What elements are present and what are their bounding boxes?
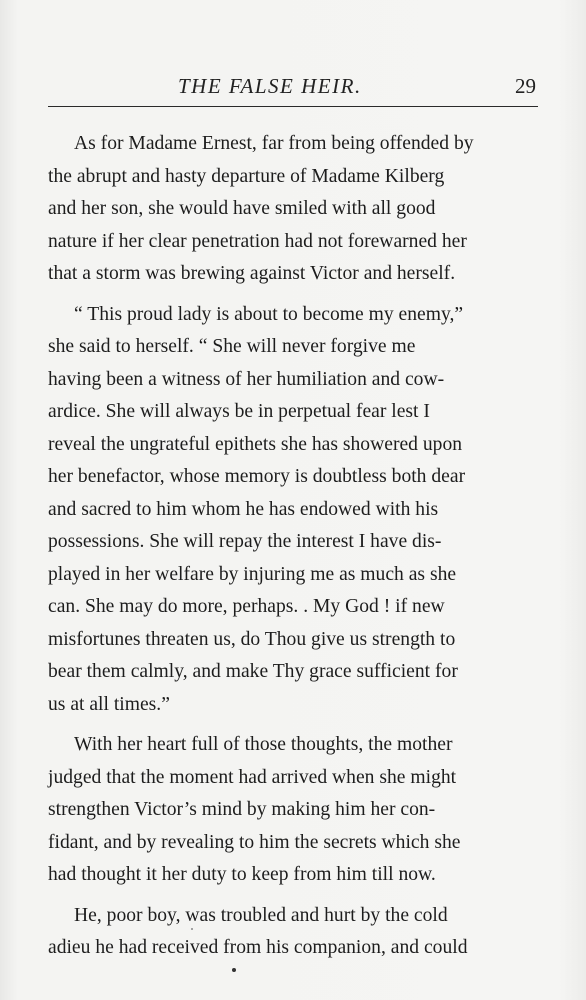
text-line: us at all times.”: [48, 693, 170, 715]
header-rule: [48, 106, 538, 107]
text-line: “ This proud lady is about to become my enemy,”: [74, 303, 464, 325]
text-line: that a storm was brewing against Victor and herself.: [48, 263, 456, 284]
body-text: [48, 128, 530, 973]
text-line: With her heart full of those thoughts, the mother: [74, 734, 453, 755]
text-line: judged that the moment had arrived when she might: [48, 766, 457, 788]
text-line: strengthen Victor’s mind by making him her con-: [48, 799, 436, 820]
text-line: played in her welfare by injuring me as much as she: [48, 563, 457, 585]
ink-speck: [232, 968, 236, 972]
text-line: the abrupt and hasty departure of Madame Kilberg: [48, 165, 445, 187]
text-line: her benefactor, whose memory is doubtless both dear: [48, 466, 466, 487]
text-line: can. She may do more, perhaps. . My God ! if new: [48, 596, 445, 617]
text-line: having been a witness of her humiliation and cow-: [48, 368, 445, 390]
text-line: As for Madame Ernest, far from being offended by: [74, 133, 474, 154]
ink-speck: [191, 928, 193, 930]
running-head: [48, 74, 538, 102]
paragraph-2: [48, 299, 530, 722]
text-line: and her son, she would have smiled with all good: [48, 198, 436, 219]
text-line: reveal the ungrateful epithets she has showered upon: [48, 433, 463, 455]
text-line: fidant, and by revealing to him the secrets which she: [48, 831, 461, 853]
paragraph-1: [48, 128, 530, 291]
page-number: 29: [515, 74, 536, 98]
text-line: ardice. She will always be in perpetual fear lest I: [48, 401, 430, 422]
text-line: adieu he had received from his companion, and could: [48, 937, 468, 958]
text-line: nature if her clear penetration had not forewarned her: [48, 230, 467, 252]
book-title: THE FALSE HEIR.: [178, 74, 362, 98]
text-line: had thought it her duty to keep from him till now.: [48, 864, 436, 885]
paragraph-3: [48, 729, 530, 892]
text-line: she said to herself. “ She will never forgive me: [48, 336, 416, 357]
text-line: possessions. She will repay the interest I have dis-: [48, 531, 442, 552]
text-line: bear them calmly, and make Thy grace sufficient for: [48, 661, 458, 682]
text-line: and sacred to him whom he has endowed with his: [48, 498, 439, 520]
text-line: misfortunes threaten us, do Thou give us strength to: [48, 628, 456, 650]
text-line: He, poor boy, was troubled and hurt by the cold: [74, 904, 448, 926]
paragraph-4: [48, 900, 530, 965]
